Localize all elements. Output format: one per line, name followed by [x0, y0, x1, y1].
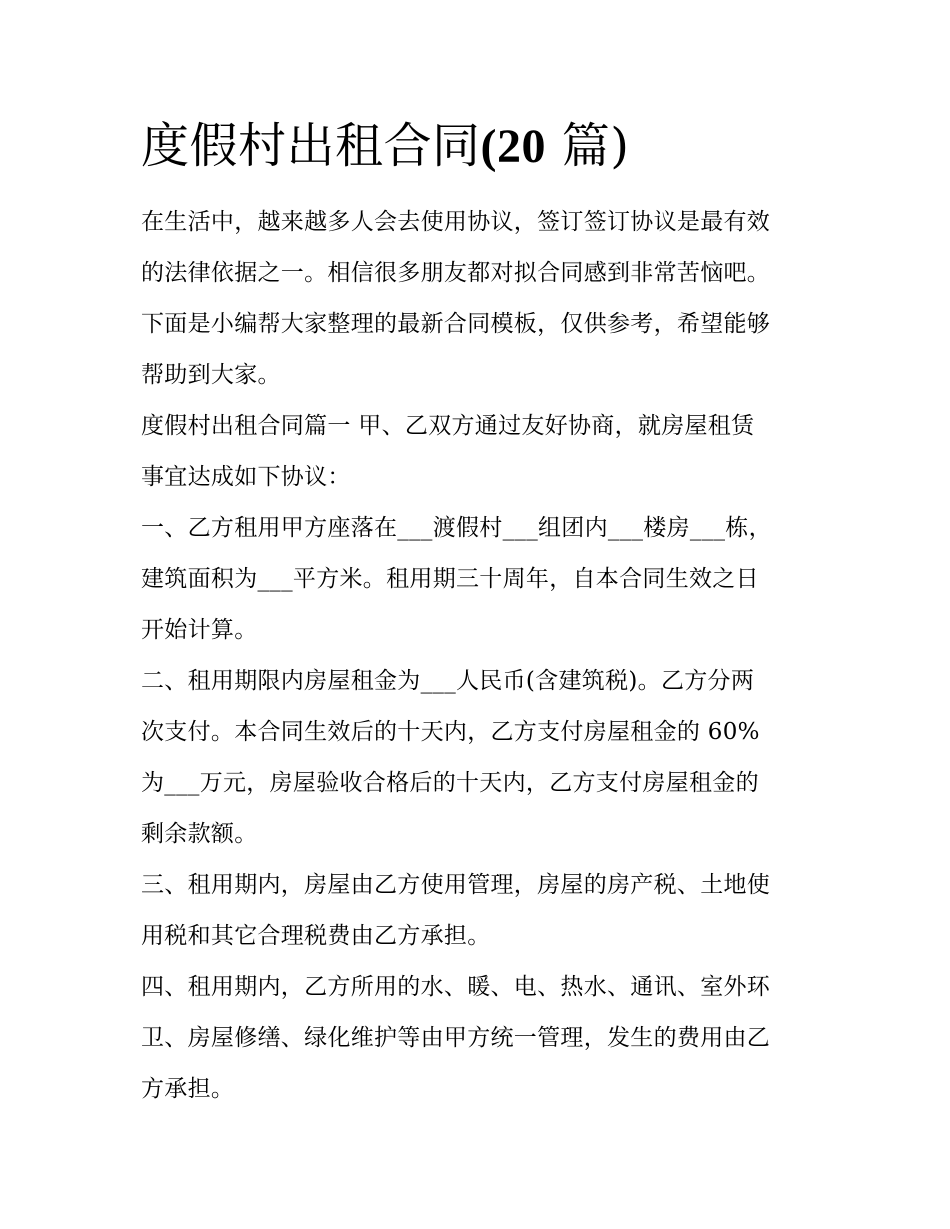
paragraph-clause-1	[141, 503, 813, 656]
title-count: (20	[480, 120, 546, 173]
text-line: 下面是小编帮大家整理的最新合同模板，仅供参考，希望能够	[141, 311, 771, 337]
title-suffix: 篇)	[546, 118, 630, 174]
document-body	[141, 197, 813, 1115]
text-line: 用税和其它合理税费由乙方承担。	[141, 923, 491, 949]
text-line: 次支付。本合同生效后的十天内，乙方支付房屋租金的 60%	[141, 719, 760, 745]
text-line: 卫、房屋修缮、绿化维护等由甲方统一管理，发生的费用由乙	[141, 1025, 771, 1051]
text-line: 建筑面积为___平方米。租用期三十周年，自本合同生效之日	[141, 566, 759, 592]
paragraph-clause-4	[141, 962, 813, 1115]
text-line: 事宜达成如下协议：	[141, 464, 351, 490]
paragraph-clause-2	[141, 656, 813, 860]
text-line: 的法律依据之一。相信很多朋友都对拟合同感到非常苦恼吧。	[141, 260, 771, 286]
text-line: 四、租用期内，乙方所用的水、暖、电、热水、通讯、室外环	[141, 974, 771, 1000]
text-line: 为___万元，房屋验收合格后的十天内，乙方支付房屋租金的	[141, 770, 759, 796]
text-line: 二、租用期限内房屋租金为___人民币(含建筑税)。乙方分两	[141, 668, 755, 694]
text-line: 在生活中，越来越多人会去使用协议，签订签订协议是最有效	[141, 209, 771, 235]
text-line: 开始计算。	[141, 617, 258, 643]
text-line: 一、乙方租用甲方座落在___渡假村___组团内___楼房___栋，	[141, 515, 772, 541]
text-line: 方承担。	[141, 1076, 235, 1102]
text-line: 度假村出租合同篇一 甲、乙双方通过友好协商，就房屋租赁	[141, 413, 755, 439]
paragraph-contract-heading	[141, 401, 813, 503]
paragraph-intro	[141, 197, 813, 401]
text-line: 剩余款额。	[141, 821, 258, 847]
title-text: 度假村出租合同	[141, 118, 481, 174]
text-line: 帮助到大家。	[141, 362, 281, 388]
text-line: 三、租用期内，房屋由乙方使用管理，房屋的房产税、土地使	[141, 872, 771, 898]
paragraph-clause-3	[141, 860, 813, 962]
document-title	[141, 112, 630, 181]
